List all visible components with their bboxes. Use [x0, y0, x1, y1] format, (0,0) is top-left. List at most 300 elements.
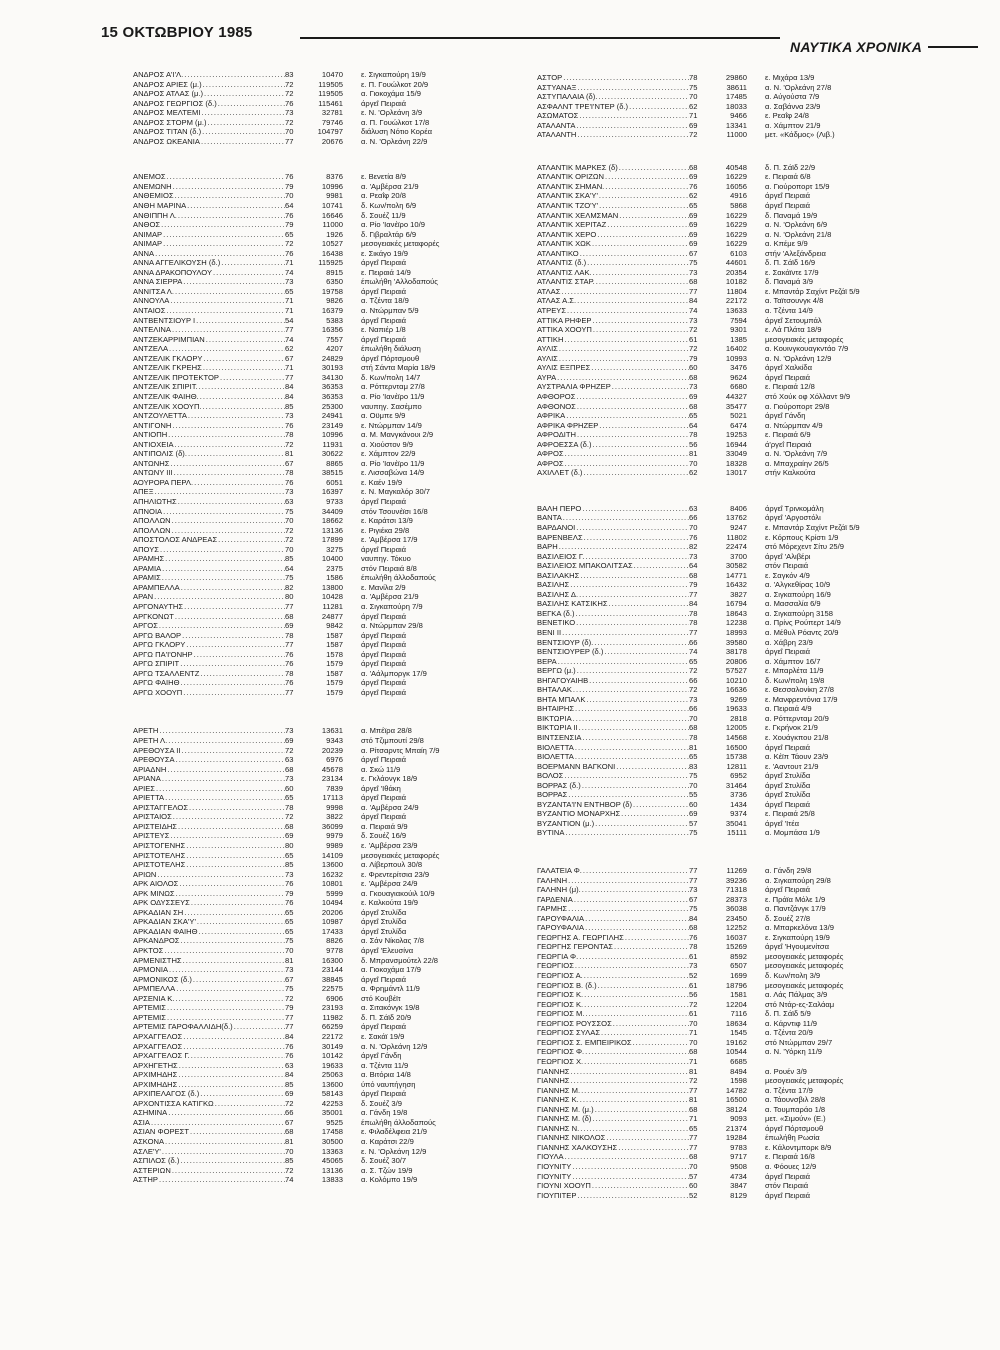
ship-status: α. Γιοκοχάμα 17/9: [361, 965, 421, 975]
ship-row: [133, 127, 478, 137]
ship-status: άργεΐ Πειραιά: [765, 1190, 811, 1200]
build-year: 72: [285, 525, 294, 535]
ship-status: στό Τζιμπουτί 29/8: [361, 736, 424, 745]
tonnage: 13341: [725, 120, 747, 130]
tonnage: 13136: [321, 525, 343, 535]
ship-name: ΑΣΦΑΛΝΤ ΤΡΕ'Ι'ΝΤΕΡ (δ.) .....: [537, 102, 689, 112]
ship-name: ΑΡΑΜΗΣ .....: [133, 554, 285, 564]
ship-name: ΑΝΤΙΟΠΗ .....: [133, 430, 285, 440]
build-year: 52: [689, 971, 698, 981]
tonnage: 23193: [321, 1003, 343, 1013]
build-year: 68: [689, 570, 698, 580]
ship-status: ε. Ναπιέρ 1/8: [361, 325, 406, 335]
build-year: 63: [689, 503, 698, 513]
ship-status: ε. 'Αμβέρσα 23/9: [361, 841, 418, 851]
tonnage: 9466: [730, 111, 747, 121]
build-year: 85: [285, 1079, 294, 1089]
ship-row: [537, 876, 937, 886]
ship-name: ΑΡΜΠΕΛΛΑ .....: [133, 984, 285, 994]
ship-status: άργεΐ Πειραιά: [765, 742, 811, 752]
build-year: 71: [285, 258, 294, 268]
tonnage: 16500: [725, 1095, 747, 1105]
ship-name: ΑΡΕΘΟΥΣΑ ΙΙ .....: [133, 746, 285, 756]
ship-status: μεσογειακές μεταφορές: [361, 850, 440, 860]
ship-name: ΒΑΡΗ .....: [537, 542, 689, 552]
ship-name: ΑΡΓΩ ΠΑ'Ι'ΟΝΗΡ .....: [133, 650, 285, 660]
ship-status: ναυπηγ. Τόκυο: [361, 554, 411, 564]
ship-row: [537, 1095, 937, 1105]
build-year: 70: [689, 458, 698, 468]
ship-name: ΑΡΕΘΟΥΣΑ .....: [133, 755, 285, 765]
tonnage: 16794: [725, 599, 747, 609]
build-year: 74: [689, 647, 698, 657]
ship-status: άργεΐ Χαλκίδα: [765, 363, 813, 373]
build-year: 68: [689, 277, 698, 287]
ship-name: ΓΕΩΡΓΙΟΣ ΣΥΛΑΣ .....: [537, 1028, 689, 1038]
tonnage: 10142: [321, 1051, 343, 1061]
ship-name: ΒΑΡΕΝΒΕΛΣ .....: [537, 533, 689, 543]
tonnage: 18033: [725, 101, 747, 111]
tonnage: 1587: [326, 630, 343, 640]
tonnage: 6952: [730, 771, 747, 781]
build-year: 78: [689, 73, 698, 82]
ship-name: ΑΦΘΟΝΟΣ .....: [537, 402, 689, 412]
ship-name: ΑΝΝΑ ΑΓΓΕΛΙΚΟΥΣΗ (δ.) .....: [133, 258, 285, 268]
ship-status: α. 'Αλγκεθίρας 10/9: [765, 580, 831, 590]
build-year: 74: [285, 267, 294, 277]
build-year: 68: [689, 1152, 698, 1162]
build-year: 62: [689, 468, 698, 478]
build-year: 65: [285, 907, 294, 917]
ship-name: ΑΝΤΩΝΗΣ .....: [133, 459, 285, 469]
ship-status: άργεΐ Πειραιά: [361, 659, 407, 669]
tonnage: 13600: [321, 860, 343, 870]
build-year: 67: [285, 353, 294, 363]
ship-name: ΑΤΛΑΝΤΙΚ ΜΑΡΚΕΣ (δ) .....: [537, 163, 689, 173]
tonnage: 15738: [725, 752, 747, 762]
build-year: 76: [285, 248, 294, 258]
ship-name: ΑΝΤΖΕΛΑ .....: [133, 344, 285, 354]
ship-status: ε. Σιγκαπούρη 19/9: [361, 70, 426, 79]
tonnage: 6051: [326, 477, 343, 487]
ship-name: ΒΕΡΑ .....: [537, 657, 689, 667]
tonnage: 23450: [725, 913, 747, 923]
ship-status: ε. Πειραιά 14/9: [361, 267, 411, 277]
tonnage: 35001: [321, 1108, 343, 1118]
ship-row: [537, 459, 937, 469]
tonnage: 11000: [322, 220, 343, 230]
build-year: 66: [285, 1108, 294, 1118]
build-year: 73: [285, 277, 294, 287]
ship-name: ΑΡΧΙΜΗΔΗΣ .....: [133, 1070, 285, 1080]
ship-row: [133, 220, 478, 230]
ship-status: α. Μομπάσα 1/9: [765, 828, 820, 838]
tonnage: 11000: [726, 130, 747, 140]
ship-name: ΑΠΗΛΙΩΤΗΣ .....: [133, 497, 285, 507]
ship-row: [133, 612, 478, 622]
build-year: 72: [285, 745, 294, 755]
ship-row: [133, 1013, 478, 1023]
ship-row: [133, 239, 478, 249]
ship-row: [537, 1047, 937, 1057]
ship-status: α. Παντζάνγκ 17/9: [765, 904, 826, 914]
tonnage: 30582: [725, 561, 747, 571]
tonnage: 13762: [725, 513, 747, 523]
build-year: 78: [285, 430, 294, 440]
tonnage: 3275: [326, 544, 343, 554]
ship-status: α. Ν. 'Υόρκη 11/9: [765, 1047, 823, 1057]
tonnage: 34130: [321, 372, 343, 382]
ship-row: [537, 866, 937, 876]
ship-status: α. Ντώρμπαν 5/9: [361, 306, 419, 316]
tonnage: 3847: [730, 1181, 747, 1191]
ship-row: [133, 335, 478, 345]
ship-status: α. Χάμπτον 21/9: [765, 120, 821, 130]
ship-row: [537, 402, 937, 412]
ship-name: ΑΡΕΤΗ .....: [133, 726, 285, 736]
tonnage: 3736: [730, 790, 747, 800]
ship-row: [133, 182, 478, 192]
build-year: 63: [285, 496, 294, 506]
ship-status: δ. Π. Σάϊδ 20/9: [361, 1012, 412, 1022]
ship-status: στό Μόρεχεντ Σίτυ 25/9: [765, 542, 844, 552]
build-year: 71: [689, 1028, 698, 1038]
ship-status: έπωλήθη άλλοδαπούς: [361, 1117, 436, 1127]
tonnage: 31464: [725, 780, 747, 790]
ship-row: [537, 468, 937, 478]
ship-row: [133, 1042, 478, 1052]
ship-name: ΑΡΓΟΣ .....: [133, 621, 285, 631]
build-year: 84: [689, 599, 698, 609]
build-year: 79: [285, 181, 294, 191]
build-year: 72: [689, 999, 698, 1009]
ship-status: α. Πειραιά 9/9: [361, 821, 408, 831]
ship-name: ΑΡΜΕΝΙΣΤΗΣ .....: [133, 956, 285, 966]
ship-status: α. Καράτσι 22/9: [361, 1136, 414, 1146]
ship-status: ε. Ν. 'Ορλεάνη 12/9: [361, 1146, 427, 1156]
ship-row: [133, 344, 478, 354]
ship-row: [133, 965, 478, 975]
ship-status: έπωλήθη Ρωσία: [765, 1133, 820, 1143]
tonnage: 11269: [726, 866, 747, 876]
ship-name: ΑΣΤΟΡ .....: [537, 73, 689, 83]
ship-status: α. Π. Γουώλκοτ 17/8: [361, 117, 430, 127]
ship-status: άργεΐ 'Ιτέα: [765, 818, 800, 828]
tonnage: 1434: [730, 799, 747, 809]
build-year: 78: [689, 618, 698, 628]
ship-name: ΑΡΑΜΙΣ .....: [133, 573, 285, 583]
ship-row: [537, 828, 937, 838]
tonnage: 10470: [321, 70, 343, 79]
ship-row: [537, 277, 937, 287]
tonnage: 115461: [318, 98, 343, 108]
tonnage: 18796: [725, 980, 747, 990]
ship-row: [133, 898, 478, 908]
ship-row: [537, 800, 937, 810]
ship-group: [133, 726, 478, 1184]
ship-row: [133, 430, 478, 440]
build-year: 65: [285, 286, 294, 296]
left-column: [133, 70, 478, 1185]
build-year: 72: [285, 439, 294, 449]
ship-name: ΑΡΚΑΔΙΑΝ ΦΑΙΗΘ .....: [133, 927, 285, 937]
tonnage: 24877: [321, 611, 343, 621]
ship-row: [537, 676, 937, 686]
ship-name: ΑΤΛΑΝΤΙΣ ΣΤΑΡ. .....: [537, 277, 689, 287]
ship-name: ΑΡΜΟΝΙΑ .....: [133, 965, 285, 975]
build-year: 77: [689, 627, 698, 637]
ship-status: ε. Πειραιά 6/9: [765, 430, 811, 440]
ship-status: ε. Ριγιέκα 29/8: [361, 525, 410, 535]
ship-status: α. Ρόττερνταμ 27/8: [361, 382, 425, 392]
tonnage: 13800: [321, 582, 343, 592]
ship-name: ΑΡΙΑΝΑ .....: [133, 774, 285, 784]
ship-row: [537, 961, 937, 971]
tonnage: 115925: [318, 258, 343, 268]
ship-status: ε. Καέν 19/9: [361, 477, 403, 487]
tonnage: 39236: [725, 875, 747, 885]
ship-row: [133, 659, 478, 669]
ship-row: [133, 258, 478, 268]
build-year: 72: [285, 812, 294, 822]
ship-status: άργεΐ Πειραιά: [765, 201, 811, 211]
build-year: 72: [285, 239, 294, 249]
ship-status: ε. 'Αμβέρσα 24/9: [361, 879, 418, 889]
ship-name: ΑΡΚΑΔΙΑΝ ΣΚΑ'Υ' .....: [133, 917, 285, 927]
build-year: 69: [285, 621, 294, 631]
ship-row: [537, 704, 937, 714]
ship-row: [537, 296, 937, 306]
ship-name: ΑΡΓΩ ΦΑΙΗΘ .....: [133, 678, 285, 688]
ship-row: [133, 812, 478, 822]
build-year: 81: [285, 1136, 294, 1146]
ship-name: ΒΑΛΗ ΠΕΡΟ .....: [537, 504, 689, 514]
tonnage: 13631: [321, 726, 343, 736]
ship-name: ΓΙΑΝΝΗΣ Μ. (δ) .....: [537, 1114, 689, 1124]
ship-name: ΒΙΚΤΩΡΙΑ .....: [537, 714, 689, 724]
ship-row: [133, 535, 478, 545]
build-year: 81: [689, 742, 698, 752]
ship-status: α. Κπέμε 9/9: [765, 239, 808, 249]
ship-status: έπωλήθη διάλυση: [361, 344, 421, 354]
ship-row: [133, 306, 478, 316]
ship-row: [537, 1124, 937, 1134]
ship-name: ΒΗΤΑΛΑΚ .....: [537, 685, 689, 695]
ship-status: άργεΐ Πειραιά: [361, 755, 407, 765]
ship-status: α. Πειραιά 4/9: [765, 704, 812, 714]
build-year: 60: [689, 363, 698, 373]
ship-name: ΑΟΥΡΟΡΑ ΠΕΡΛ. .....: [133, 478, 285, 488]
ship-name: ΑΡΙΣΤΑΙΟΣ .....: [133, 812, 285, 822]
tonnage: 1926: [326, 229, 343, 239]
ship-name: ΑΡΓΩ ΤΣΑΛΛΕΝΤΖ .....: [133, 669, 285, 679]
tonnage: 11804: [726, 286, 747, 296]
ship-name: ΒΟΕΡΜΑΝΝ ΒΑΓΚΟΝΙ .....: [537, 762, 689, 772]
ship-name: ΓΙΟΥΝΙΤΥ .....: [537, 1172, 689, 1182]
build-year: 81: [689, 1066, 698, 1076]
ship-row: [537, 258, 937, 268]
ship-row: [133, 1099, 478, 1109]
ship-status: άργεΐ Στυλίδα: [765, 790, 811, 800]
ship-status: δ. Σουέζ 27/8: [765, 913, 811, 923]
tonnage: 42253: [321, 1098, 343, 1108]
tonnage: 10996: [321, 430, 343, 440]
tonnage: 20806: [725, 656, 747, 666]
ship-row: [537, 952, 937, 962]
ship-name: ΑΝΤΑΙΟΣ .....: [133, 306, 285, 316]
ship-group: [537, 163, 937, 478]
tonnage: 1586: [326, 573, 343, 583]
ship-row: [537, 354, 937, 364]
ship-status: α. Τζέντα 17/9: [765, 1085, 813, 1095]
build-year: 70: [285, 946, 294, 956]
ship-name: ΒΗΓΑΓΟΥΑΙΗΒ .....: [537, 676, 689, 686]
tonnage: 8865: [326, 458, 343, 468]
build-year: 65: [285, 793, 294, 803]
tonnage: 1578: [326, 649, 343, 659]
build-year: 77: [285, 640, 294, 650]
tonnage: 22474: [725, 542, 747, 552]
ship-row: [537, 933, 937, 943]
ship-name: ΒΑΣΙΛΕΙΟΣ Γ. .....: [537, 552, 689, 562]
build-year: 75: [689, 828, 698, 838]
tonnage: 9778: [326, 946, 343, 956]
ship-status: άργεΐ Πειραιά: [361, 611, 407, 621]
ship-status: δ. Σουέζ 30/7: [361, 1156, 407, 1166]
tonnage: 11982: [322, 1012, 343, 1022]
ship-status: ε. Θεσσαλονίκη 27/8: [765, 685, 834, 695]
ship-row: [537, 523, 937, 533]
ship-row: [133, 678, 478, 688]
ship-name: ΑΝΘΟΣ .....: [133, 220, 285, 230]
build-year: 69: [285, 831, 294, 841]
build-year: 76: [689, 181, 698, 191]
ship-status: δ. Κων/πολη 6/9: [361, 201, 417, 211]
tonnage: 13136: [321, 1165, 343, 1175]
header-rule-right: [928, 46, 978, 48]
ship-name: ΑΣΤΗΡ .....: [133, 1175, 285, 1185]
ship-name: ΑΣΚΟΝΑ .....: [133, 1137, 285, 1147]
ship-name: ΒΥΖΑΝΤΑ'Ι'Ν ΕΝΤΗΒΟΡ (δ) .....: [537, 800, 689, 810]
ship-row: [537, 685, 937, 695]
ship-status: ε. Μιχάρα 13/9: [765, 73, 815, 82]
ship-status: άργεΐ Σετουμπάλ: [765, 315, 822, 325]
ship-row: [537, 1143, 937, 1153]
ship-row: [133, 765, 478, 775]
ship-status: στό Ντάρ-ες-Σαλάαμ: [765, 999, 835, 1009]
ship-row: [537, 942, 937, 952]
build-year: 73: [285, 487, 294, 497]
tonnage: 104797: [317, 127, 343, 137]
ship-name: ΑΦΡΟΕΣΣΑ (δ.) .....: [537, 440, 689, 450]
ship-status: α. Μ. Μανγκάνουι 2/9: [361, 430, 434, 440]
ship-row: [133, 392, 478, 402]
tonnage: 11931: [322, 439, 343, 449]
ship-name: ΑΤΤΙΚΑ ΧΟΟΥΠ .....: [537, 325, 689, 335]
ship-row: [133, 526, 478, 536]
tonnage: 30500: [321, 1136, 343, 1146]
ship-name: ΑΝΤΙΓΟΝΗ .....: [133, 421, 285, 431]
tonnage: 19284: [725, 1133, 747, 1143]
build-year: 69: [689, 239, 698, 249]
ship-row: [537, 316, 937, 326]
tonnage: 30193: [321, 363, 343, 373]
tonnage: 38124: [725, 1104, 747, 1114]
ship-name: ΑΝΝΑ .....: [133, 249, 285, 259]
ship-row: [133, 459, 478, 469]
ship-status: στόν Πειραιά 8/8: [361, 563, 417, 573]
ship-status: στόν Πειραιά: [765, 561, 809, 571]
ship-status: στό Χούκ οφ Χόλλαντ 9/9: [765, 391, 851, 401]
ship-row: [537, 790, 937, 800]
build-year: 52: [689, 1190, 698, 1200]
build-year: 84: [285, 382, 294, 392]
ship-name: ΑΡΚ ΜΙΝΩΣ .....: [133, 889, 285, 899]
ship-name: ΓΙΑΝΝΗΣ Μ. (μ.) .....: [537, 1105, 689, 1115]
ship-status: άργεΐ Πειραιά: [361, 258, 407, 268]
tonnage: 14771: [725, 570, 747, 580]
ship-status: ε. Μπαντάρ Σαχίντ Ρεζάϊ 5/9: [765, 286, 860, 296]
ship-row: [537, 618, 937, 628]
ship-status: άργεΐ Τρινκομάλη: [765, 503, 824, 513]
build-year: 81: [285, 955, 294, 965]
build-year: 67: [689, 894, 698, 904]
ship-name: ΓΕΩΡΓΙΟΣ Β. (δ.) .....: [537, 981, 689, 991]
ship-row: [133, 191, 478, 201]
ship-status: α. Βιτόρια 14/8: [361, 1070, 411, 1080]
ship-row: [133, 726, 478, 736]
build-year: 70: [285, 191, 294, 201]
tonnage: 36353: [321, 382, 343, 392]
tonnage: 3476: [730, 363, 747, 373]
ship-status: α. Οϋμπε 9/9: [361, 411, 406, 421]
tonnage: 10400: [321, 554, 343, 564]
build-year: 71: [689, 1056, 698, 1066]
ship-name: ΒΑΣΙΛΕΙΟΣ ΜΠΑΚΟΛΙΤΣΑΣ .....: [537, 561, 689, 571]
ship-status: α. Χιούστον 9/9: [361, 439, 414, 449]
build-year: 65: [689, 201, 698, 211]
build-year: 73: [285, 965, 294, 975]
ship-name: ΑΝΔΡΟΣ Α'Ι'Λ. .....: [133, 70, 285, 80]
ship-name: ΒΑΝΤΑ .....: [537, 513, 689, 523]
tonnage: 20676: [321, 136, 343, 146]
build-year: 72: [689, 325, 698, 335]
ship-row: [133, 516, 478, 526]
ship-row: [537, 981, 937, 991]
build-year: 78: [285, 802, 294, 812]
ship-name: ΑΝΘΗ ΜΑΡΙΝΑ .....: [133, 201, 285, 211]
ship-status: ά'ργεΐ Πειραιά: [765, 439, 812, 449]
build-year: 71: [285, 363, 294, 373]
ship-status: δ. Μπρανσμούτελ 22/8: [361, 955, 439, 965]
ship-name: ΑΠΕΞ .....: [133, 487, 285, 497]
ship-row: [133, 1003, 478, 1013]
ship-status: ε. Μανίλα 2/9: [361, 582, 406, 592]
tonnage: 19633: [321, 1060, 343, 1070]
tonnage: 16356: [321, 325, 343, 335]
ship-status: α. Ντώρμπαν 4/9: [765, 420, 823, 430]
build-year: 72: [285, 117, 294, 127]
ship-name: ΓΕΩΡΓΗΣ ΓΕΡΟΝΤΑΣ .....: [537, 942, 689, 952]
ship-row: [537, 1105, 937, 1115]
ship-status: στήν Καλκούτα: [765, 468, 816, 478]
ship-name: ΑΝΘΕΜΙΟΣ .....: [133, 191, 285, 201]
build-year: 75: [689, 771, 698, 781]
ship-name: ΒΥΖΑΝΤΙΟΝ (μ.) .....: [537, 819, 689, 829]
ship-row: [537, 1191, 937, 1201]
tonnage: 9979: [326, 831, 343, 841]
tonnage: 8915: [326, 267, 343, 277]
